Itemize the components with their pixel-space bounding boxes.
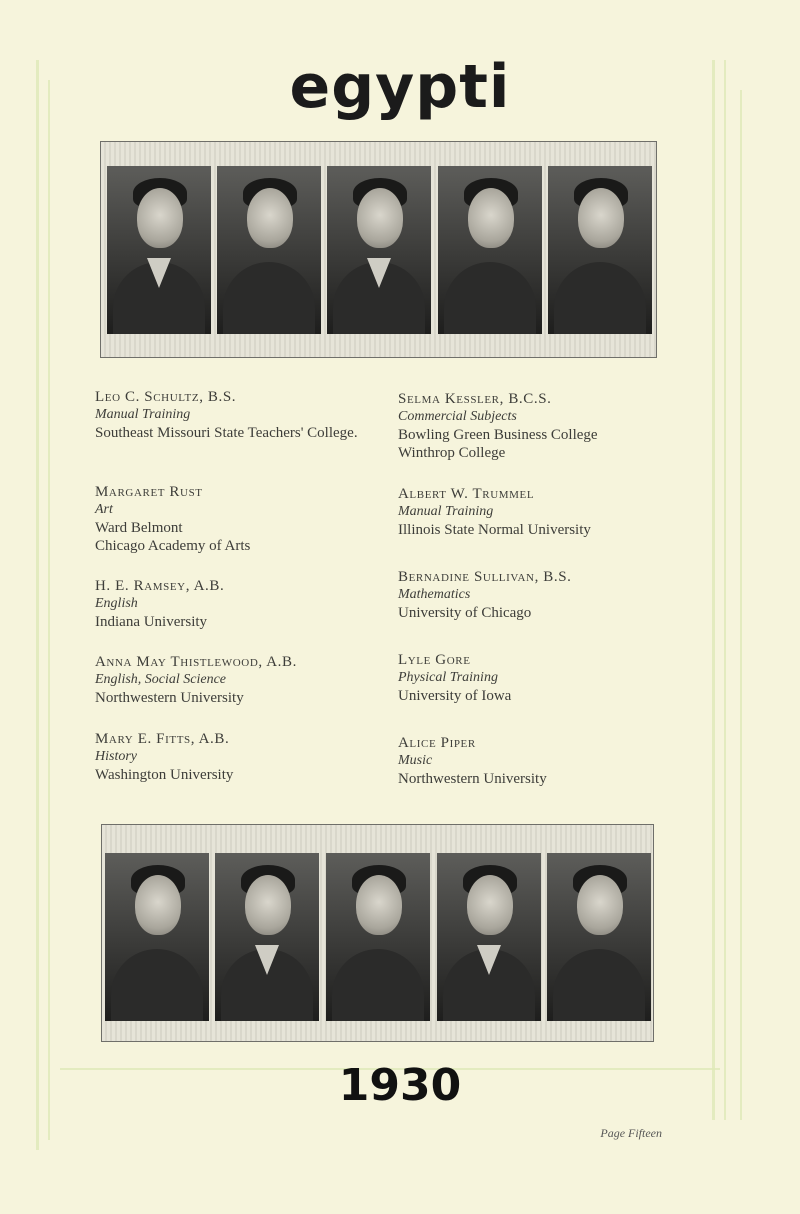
faculty-entry bbox=[398, 485, 698, 539]
faculty-entry bbox=[398, 651, 698, 705]
faculty-name: Leo C. Schultz, B.S. bbox=[95, 389, 237, 405]
bottom-photo-strip bbox=[101, 824, 654, 1042]
faculty-subject: English, Social Science bbox=[95, 672, 227, 687]
faculty-subject: Commercial Subjects bbox=[398, 409, 517, 424]
faculty-name: Margaret Rust bbox=[95, 484, 203, 500]
faculty-name: H. E. Ramsey, A.B. bbox=[95, 578, 225, 594]
masthead-title: egypti bbox=[289, 52, 511, 122]
faculty-entry bbox=[398, 734, 698, 788]
decorative-border-line bbox=[740, 90, 742, 1120]
faculty-school: University of Chicago bbox=[398, 605, 532, 621]
faculty-entry bbox=[398, 568, 698, 622]
year-footer: 1930 bbox=[338, 1060, 462, 1111]
portrait-photo bbox=[437, 853, 541, 1021]
portrait-photo bbox=[547, 853, 651, 1021]
faculty-school: University of Iowa bbox=[398, 688, 512, 704]
faculty-subject: Art bbox=[95, 502, 113, 517]
portrait-photo bbox=[217, 166, 321, 334]
portrait-photo bbox=[548, 166, 652, 334]
portrait-photo bbox=[105, 853, 209, 1021]
faculty-entry bbox=[95, 483, 395, 555]
faculty-school: Northwestern University bbox=[398, 771, 547, 787]
decorative-border-line bbox=[712, 60, 715, 1120]
faculty-subject: Manual Training bbox=[398, 504, 494, 519]
faculty-entry bbox=[398, 390, 698, 462]
faculty-subject: History bbox=[95, 749, 137, 764]
decorative-border-line bbox=[724, 60, 726, 1120]
faculty-school: Indiana University bbox=[95, 614, 208, 630]
faculty-entry bbox=[95, 653, 395, 707]
faculty-subject: Physical Training bbox=[398, 670, 498, 685]
portrait-photo bbox=[327, 166, 431, 334]
faculty-name: Alice Piper bbox=[398, 735, 476, 751]
faculty-subject: Mathematics bbox=[398, 587, 471, 602]
faculty-name: Selma Kessler, B.C.S. bbox=[398, 391, 552, 407]
page-number: Page Fifteen bbox=[600, 1126, 662, 1140]
faculty-entry bbox=[95, 577, 395, 631]
faculty-entry bbox=[95, 388, 395, 442]
faculty-name: Bernadine Sullivan, B.S. bbox=[398, 569, 572, 585]
faculty-name: Albert W. Trummel bbox=[398, 486, 535, 502]
faculty-school: Washington University bbox=[95, 767, 234, 783]
faculty-name: Lyle Gore bbox=[398, 652, 471, 668]
faculty-name: Anna May Thistlewood, A.B. bbox=[95, 654, 297, 670]
faculty-school: Bowling Green Business College bbox=[398, 427, 598, 443]
faculty-school: Southeast Missouri State Teachers' College. bbox=[95, 425, 358, 441]
faculty-school: Winthrop College bbox=[398, 445, 506, 461]
faculty-name: Mary E. Fitts, A.B. bbox=[95, 731, 230, 747]
faculty-entry bbox=[95, 730, 395, 784]
portrait-photo bbox=[107, 166, 211, 334]
faculty-subject: Music bbox=[398, 753, 433, 768]
faculty-school: Northwestern University bbox=[95, 690, 244, 706]
top-photo-strip bbox=[100, 141, 657, 358]
faculty-school: Chicago Academy of Arts bbox=[95, 538, 251, 554]
faculty-school: Illinois State Normal University bbox=[398, 522, 591, 538]
faculty-subject: Manual Training bbox=[95, 407, 191, 422]
portrait-photo bbox=[215, 853, 319, 1021]
faculty-school: Ward Belmont bbox=[95, 520, 183, 536]
faculty-subject: English bbox=[95, 596, 138, 611]
decorative-border-line bbox=[36, 60, 39, 1150]
decorative-border-line bbox=[48, 80, 50, 1140]
portrait-photo bbox=[438, 166, 542, 334]
portrait-photo bbox=[326, 853, 430, 1021]
